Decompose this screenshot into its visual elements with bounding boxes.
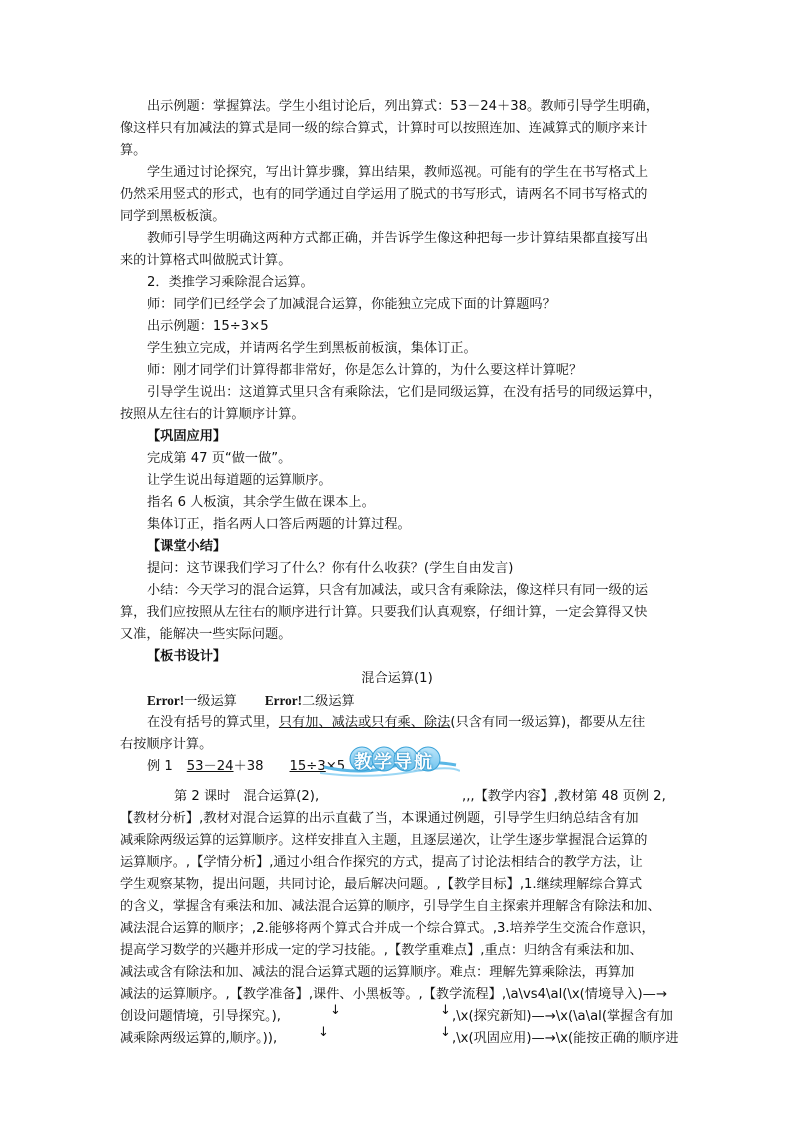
teaching-navigation-banner: [320, 745, 460, 779]
lesson2-title: 第 2 课时 混合运算(2),: [174, 789, 320, 804]
text-line: 减法混合运算的顺序；,2.能够将两个算式合并成一个综合算式。,3.培养学生交流合作意识，: [120, 921, 655, 936]
text-line: 【教材分析】,教材对混合运算的出示直截了当，本课通过例题，引导学生归纳总结含有加: [120, 811, 639, 826]
level-two-label: 二级运算: [301, 694, 355, 709]
level-one-label: 一级运算: [184, 694, 237, 709]
text-line: 减乘除两级运算的,顺序。)),: [120, 1031, 278, 1046]
text-line: 完成第 47 页“做一做”。: [147, 451, 292, 466]
text-line: 减法或含有除法和加、减法的混合运算式题的运算顺序。难点：理解先算乘除法，再算加: [120, 965, 635, 980]
board-example: 例 1 53－24＋38 15÷3×5: [147, 759, 346, 774]
text-line: 算。: [120, 143, 147, 158]
text-line: 指名 6 人板演，其余学生做在课本上。: [147, 495, 375, 510]
text-line: 创设问题情境，引导探究。),: [120, 1009, 281, 1024]
text-line: ,\x(探究新知)—→\x(\a\al(掌握含有加: [452, 1009, 673, 1024]
text-line: 同学到黑板板演。: [120, 209, 226, 224]
down-arrow-icon: ↓: [440, 1025, 451, 1040]
banner-text: 教学导航: [354, 752, 434, 773]
text-line: 学生独立完成，并请两名学生到黑板前板演，集体订正。: [147, 341, 477, 356]
text-line: 出示例题：15÷3×5: [147, 319, 269, 334]
down-arrow-icon: ↓: [440, 1003, 451, 1018]
text-line: 减乘除两级运算的运算顺序。这样安排直入主题，且逐层递次，让学生逐步掌握混合运算的: [120, 833, 648, 848]
text-line: 的含义，掌握含有乘法和加、减法混合运算的顺序，引导学生自主探索并理解含有除法和加、: [120, 899, 661, 914]
error-marker: Error!: [264, 693, 302, 708]
text-line: 学生通过讨论探究，写出计算步骤，算出结果，教师巡视。可能有的学生在书写格式上: [147, 165, 649, 180]
example-label: 例 1: [147, 759, 173, 774]
text-line: 2．类推学习乘除混合运算。: [147, 275, 314, 290]
text-line: ,\x(巩固应用)—→\x(能按正确的顺序进: [452, 1031, 679, 1046]
text-line: 小结：今天学习的混合运算，只含有加减法，或只含有乘除法，像这样只有同一级的运: [147, 583, 649, 598]
down-arrow-icon: ↓: [330, 1003, 341, 1018]
error-marker: Error!: [147, 693, 185, 708]
text-line: 来的计算格式叫做脱式计算。: [120, 253, 292, 268]
text-line: 让学生说出每道题的运算顺序。: [147, 473, 332, 488]
text-line: 引导学生说出：这道算式里只含有乘除法，它们是同级运算，在没有括号的同级运算中，: [147, 385, 662, 400]
text-line: 师：同学们已经学会了加减混合运算，你能独立完成下面的计算题吗？: [147, 297, 556, 312]
text-line: 提高学习数学的兴趣并形成一定的学习技能。,【教学重难点】,重点：归纳含有乘法和加、: [120, 943, 643, 958]
board-levels: [147, 690, 680, 713]
text-line: 师：刚才同学们计算得都非常好，你是怎么计算的，为什么要这样计算呢？: [147, 363, 583, 378]
rule-underlined: 只有加、减法或只有乘、除法: [278, 715, 451, 730]
text-line: 集体订正，指名两人口答后两题的计算过程。: [147, 517, 411, 532]
text-line: 右按顺序计算。: [120, 737, 213, 752]
text-line: 教师引导学生明确这两种方式都正确，并告诉学生像这种把每一步计算结果都直接写出: [147, 231, 649, 246]
text-line: 减法的运算顺序。,【教学准备】,课件、小黑板等。,【教学流程】,\a\vs4\al(\x(情境导入)—→: [120, 987, 667, 1002]
section-heading: 【课堂小结】: [147, 539, 227, 554]
text-line: 又准，能解决一些实际问题。: [120, 627, 292, 642]
text-line: 学生观察某物，提出问题，共同讨论，最后解决问题。,【教学目标】,1.继续理解综合算式: [120, 877, 643, 892]
lesson2-content: ,,,【教学内容】,教材第 48 页例 2,: [462, 789, 666, 804]
text-line: 仍然采用竖式的形式，也有的同学通过自学运用了脱式的书写形式，请两名不同书写格式的: [120, 187, 648, 202]
down-arrow-icon: ↓: [318, 1025, 329, 1040]
text-line: 提问：这节课我们学习了什么？你有什么收获？(学生自由发言): [147, 561, 514, 576]
section-heading: 【板书设计】: [147, 649, 227, 664]
board-rule: 在没有括号的算式里，只有加、减法或只有乘、除法(只含有同一级运算)，都要从左往: [147, 715, 646, 730]
section-heading: 【巩固应用】: [147, 429, 227, 444]
text-line: 运算顺序。,【学情分析】,通过小组合作探究的方式，提高了讨论法相结合的教学方法，让: [120, 855, 643, 870]
text-line: 出示例题：掌握算法。学生小组讨论后，列出算式：53－24＋38。教师引导学生明确，: [147, 99, 659, 114]
text-line: 算，我们应按照从左往右的顺序进行计算。只要我们认真观察，仔细计算，一定会算得又快: [120, 605, 648, 620]
text-line: 像这样只有加减法的算式是同一级的综合算式，计算时可以按照连加、连减算式的顺序来计: [120, 121, 648, 136]
text-line: 按照从左往右的计算顺序计算。: [120, 407, 305, 422]
board-title: 混合运算(1): [361, 671, 433, 686]
